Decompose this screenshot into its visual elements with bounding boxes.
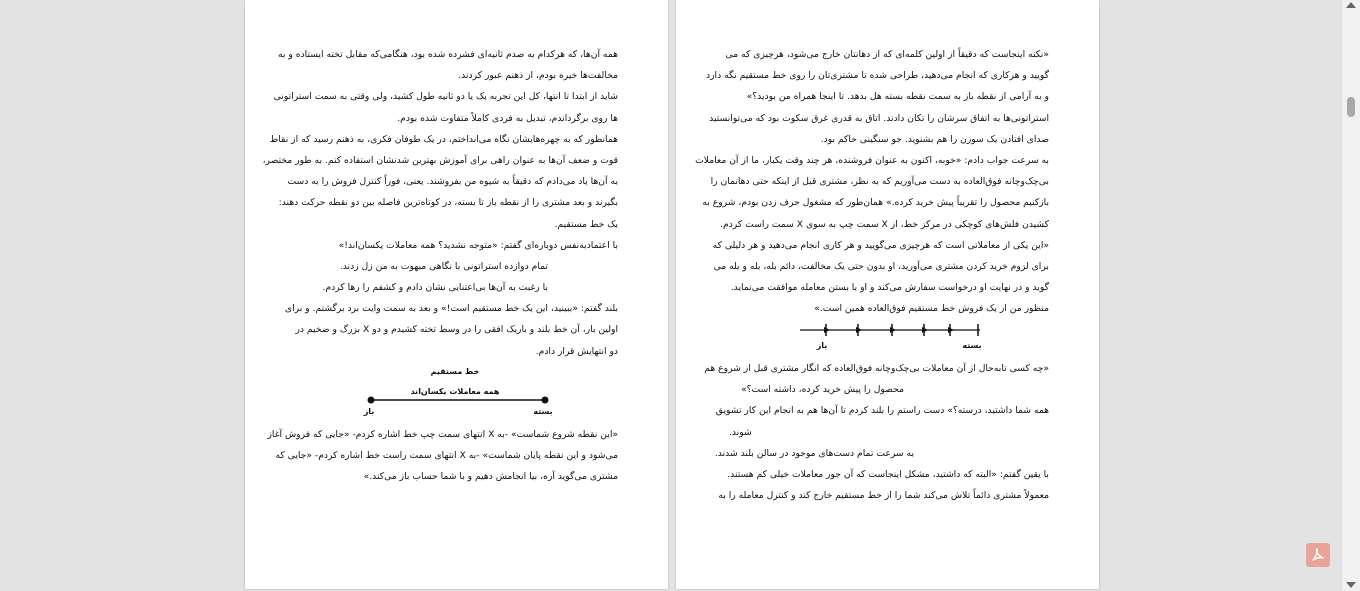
text-line: و به آرامی از نقطه باز به سمت نقطه بسته هل بدهد. تا اینجا همراه من بودید؟» (746, 91, 1049, 103)
text-line: قوت و ضعف آن‌ها به عنوان راهی برای آموزش بهترین شدنشان استفاده کنم. به طور مختصر، (262, 154, 618, 166)
diagram-title: خط مستقیم (430, 367, 480, 376)
text-line: با یقین گفتم: «البته که داشتید، مشکل اینجاست که آن جور معاملات خیلی کم هستند. (727, 468, 1049, 480)
text-line: گوید و در نهایت او درخواست سفارش می‌کند و او با بستن معامله موافقت می‌نماید. (730, 282, 1049, 294)
arrow-head (824, 327, 830, 333)
text-line: به آن‌ها یاد می‌دادم که دقیقاً به شیوه من بفروشند. یعنی، فوراً کنترل فروش را به دست (287, 176, 618, 188)
text-line: بلند گفتم: «ببینید، این یک خط مستقیم است!» و بعد به سمت وایت برد برگشتم. و برای (284, 303, 618, 315)
text-line: همانطور که به چهره‌هایشان نگاه می‌انداختم، در یک طوفان فکری، به ذهنم رسید که از نقاط (269, 133, 618, 145)
text-line: «چه کسی تابه‌حال از آن معاملات بی‌چک‌وچانه فوق‌العاده که انگار مشتری قبل از شروع هم (704, 363, 1049, 374)
left-page-text-bottom (267, 424, 618, 488)
right-page-text-top (695, 44, 1049, 319)
text-line: همه آن‌ها، که هرکدام به صدم ثانیه‌ای فشرده شده بود، هنگامی‌که مقابل تخته ایستاده و به (278, 49, 618, 60)
text-line: مخالفت‌ها خیره بودم، از ذهنم عبور کردند. (458, 70, 618, 82)
vertical-scrollbar[interactable] (1341, 0, 1360, 591)
scroll-up-arrow-icon[interactable] (1346, 2, 1356, 8)
text-line: دو انتهایش قرار دادم. (535, 345, 618, 357)
arrow-head (922, 327, 928, 333)
label-closed: بسته (962, 341, 982, 350)
text-line: بگیرند و بعد مشتری را از نقطه باز تا بسته، در کوتاه‌ترین فاصله بین دو نقطه حرکت دهند: (278, 197, 618, 209)
text-line: «نکته اینجاست که دقیقاً از اولین کلمه‌ای که از دهانتان خارج می‌شود، هرچیزی که می (725, 49, 1049, 60)
sales-progress-diagram (794, 320, 984, 352)
pdf-download-button[interactable] (1306, 543, 1330, 567)
pdf-page-right (676, 0, 1099, 589)
text-line: شاید از ابتدا تا انتها، کل این تجربه یک یا دو ثانیه طول کشید، ولی وقتی به سمت استراتونی (273, 91, 618, 103)
text-line: مشتری می‌گوید آره، بیا انجامش دهیم و با شما حساب باز می‌کند.» (363, 471, 618, 483)
text-line: کشیدن فلش‌های کوچکی در مرکز خط، از X سمت چپ به سوی X سمت راست کردم. (720, 218, 1049, 230)
text-line: به سرعت تمام دست‌های موجود در سالن بلند شدند. (714, 447, 914, 459)
scroll-thumb[interactable] (1347, 97, 1355, 117)
text-line: شوند. (729, 426, 752, 438)
text-line: استراتونی‌ها به اتفاق سرشان را تکان دادند. اتاق به قدری غرق سکوت بود که می‌توانستید (709, 112, 1049, 124)
text-line: اولین بار، آن خط بلند و باریک افقی را در وسط تخته کشیدم و دو X بزرگ و ضخیم در (295, 324, 618, 336)
diagram-subtitle: همه معاملات یکسان‌اند (410, 387, 500, 396)
pdf-page-left (245, 0, 668, 589)
scroll-down-arrow-icon[interactable] (1346, 582, 1356, 588)
label-open: باز (816, 341, 828, 350)
label-open: باز (363, 407, 375, 416)
text-line: یک خط مستقیم. (554, 218, 618, 230)
text-line: با اعتمادبه‌نفس دوباره‌ای گفتم: «متوجه نشدید؟ همه معاملات یکسان‌اند!» (338, 239, 618, 251)
text-line: برای لزوم خرید کردن مشتری می‌آورید، او بدون حتی یک مخالفت، دائم بله، بله و بله می (713, 260, 1049, 272)
arrow-head (948, 327, 954, 333)
text-line: منظور من از یک فروش خط مستقیم فوق‌العاده همین است.» (814, 303, 1049, 315)
label-closed: بسته (533, 407, 553, 416)
end-point (542, 397, 549, 404)
text-line: صدای افتادن یک سوزن را هم بشنوید. جو سنگینی حاکم بود. (820, 133, 1049, 145)
text-line: همه شما داشتید، درسته؟» دست راستم را بلند کردم تا آن‌ها هم به انجام این کار تشویق (715, 405, 1049, 417)
text-line: محصول را پیش خرید کرده، داشته است؟» (740, 384, 904, 396)
right-page-text-bottom (704, 358, 1049, 506)
left-page-text-top (262, 44, 618, 362)
document-viewer[interactable] (2, 0, 1340, 591)
text-line: بازکنیم محصول را تقریباً پیش خرید کرده.» همان‌طور که مشغول حرف زدن بودم، شروع به (702, 197, 1049, 209)
straight-line-diagram (355, 362, 565, 422)
pdf-icon (1310, 547, 1326, 563)
text-line: با رغبت به آن‌ها بی‌اعتنایی نشان دادم و کشفم را رها کردم. (322, 282, 548, 294)
text-line: «این نقطه شروع شماست» -به X انتهای سمت چپ خط اشاره کردم- «جایی که فروش آغاز (267, 429, 618, 440)
text-line: معمولاً مشتری دائماً تلاش می‌کند شما را از خط مستقیم خارج کند و کنترل معامله را به (718, 490, 1049, 502)
text-line: می‌شود و این نقطه پایان شماست» -به X انتهای سمت راست خط اشاره کردم- «جایی که (275, 450, 618, 462)
arrow-head (890, 327, 896, 333)
text-line: «این یکی از معاملاتی است که هرچیزی می‌گویید و هر کاری انجام می‌دهید و هر دلیلی که (712, 239, 1049, 251)
text-line: تمام دوازده استراتونی با نگاهی مبهوت به من زل زدند. (339, 260, 548, 272)
arrow-head (856, 327, 862, 333)
text-line: ها روی برگرداندم، تبدیل به فردی کاملاً متفاوت شده بودم. (397, 112, 618, 124)
text-line: بی‌چک‌وچانه فوق‌العاده به دست می‌آوریم که به نظر، مشتری قبل از اینکه حتی دهانمان را (710, 176, 1049, 188)
text-line: به سرعت جواب دادم: «خوبه، اکنون به عنوان فروشنده، هر چند وقت یکبار، ما از آن معاملات (695, 154, 1049, 166)
start-point (368, 397, 375, 404)
text-line: گویید و هرکاری که انجام می‌دهید، طراحی شده تا مشتری‌تان را روی خط مستقیم نگه دارد (706, 70, 1049, 82)
